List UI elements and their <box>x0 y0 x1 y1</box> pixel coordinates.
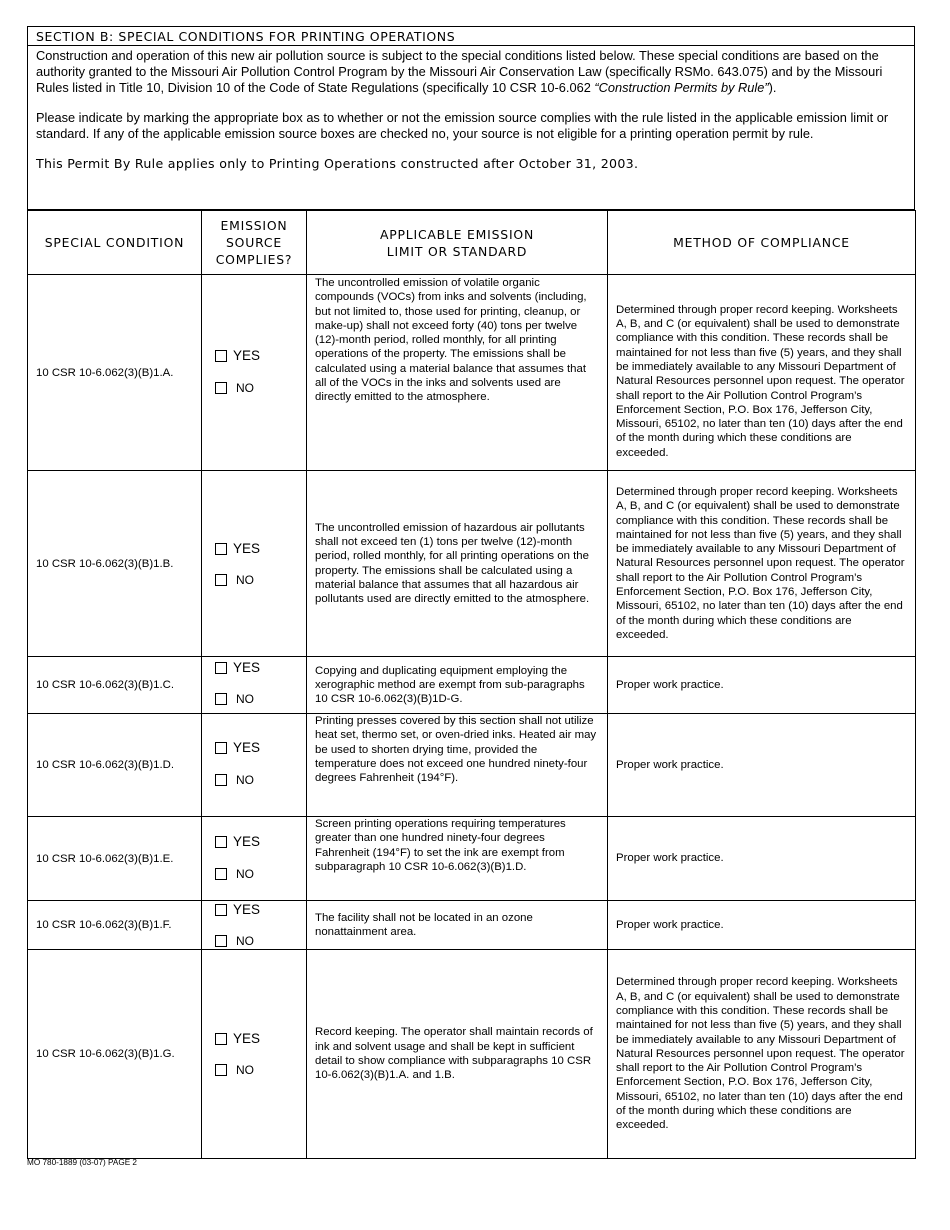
complies-cell <box>202 950 307 1159</box>
table-row <box>28 275 916 471</box>
rule-name: “Construction Permits by Rule” <box>594 80 769 95</box>
compliance-method-cell: Proper work practice. <box>608 901 916 950</box>
no-checkbox[interactable] <box>215 774 227 786</box>
table-row <box>28 714 916 817</box>
yes-checkbox[interactable] <box>215 350 227 362</box>
yes-checkbox[interactable] <box>215 904 227 916</box>
no-option[interactable]: NO <box>215 381 254 395</box>
no-option[interactable]: NO <box>215 934 254 948</box>
complies-cell <box>202 471 307 657</box>
emission-limit-cell: Printing presses covered by this section shall not utilize heat set, thermo set, or oven-dried inks. Heated air may be used to shorten drying time, provided the temperature does not exceed one hundred ninety-four degrees Fahrenheit (194°F). <box>307 714 608 817</box>
special-condition-cell: 10 CSR 10-6.062(3)(B)1.C. <box>28 657 202 714</box>
special-condition-cell: 10 CSR 10-6.062(3)(B)1.A. <box>28 275 202 471</box>
table-row <box>28 901 916 950</box>
complies-cell <box>202 714 307 817</box>
header-emission-source-complies: EMISSION SOURCE COMPLIES? <box>202 211 307 275</box>
special-conditions-form <box>27 26 915 1159</box>
complies-cell <box>202 817 307 901</box>
special-condition-cell: 10 CSR 10-6.062(3)(B)1.F. <box>28 901 202 950</box>
compliance-method-cell: Proper work practice. <box>608 657 916 714</box>
header-row <box>28 211 916 275</box>
section-title: SECTION B: SPECIAL CONDITIONS FOR PRINTING OPERATIONS <box>27 26 915 46</box>
table-row <box>28 657 916 714</box>
emission-limit-cell: Screen printing operations requiring temperatures greater than one hundred ninety-four degrees Fahrenheit (194°F) to set the ink are exempt from subparagraph 10 CSR 10-6.062(3)(B)1.D. <box>307 817 608 901</box>
yes-option[interactable]: YES <box>215 660 260 675</box>
emission-limit-cell: The uncontrolled emission of hazardous air pollutants shall not exceed ten (1) tons per twelve (12)-month period, rolled monthly, for all printing operations on the property. The emissions shall be calculated using a material balance that assumes that all hazardous air pollutants used are directly emitted to the atmosphere. <box>307 471 608 657</box>
compliance-method-cell: Determined through proper record keeping. Worksheets A, B, and C (or equivalent) shall be used to demonstrate compliance with this condition. These records shall be maintained for not less than five (5) years, and they shall be immediately available to any Missouri Department of Natural Resources personnel upon request. The operator shall report to the Air Pollution Control Program’s Enforcement Section, P.O. Box 176, Jefferson City, Missouri, 65102, no later than ten (10) days after the end of the month during which these conditions are exceeded. <box>608 950 916 1159</box>
special-condition-cell: 10 CSR 10-6.062(3)(B)1.G. <box>28 950 202 1159</box>
special-condition-cell: 10 CSR 10-6.062(3)(B)1.B. <box>28 471 202 657</box>
compliance-method-cell: Proper work practice. <box>608 714 916 817</box>
yes-checkbox[interactable] <box>215 836 227 848</box>
yes-checkbox[interactable] <box>215 1033 227 1045</box>
complies-cell <box>202 275 307 471</box>
compliance-method-cell: Determined through proper record keeping. Worksheets A, B, and C (or equivalent) shall be used to demonstrate compliance with this condition. These records shall be maintained for not less than five (5) years, and they shall be immediately available to any Missouri Department of Natural Resources personnel upon request. The operator shall report to the Air Pollution Control Program’s Enforcement Section, P.O. Box 176, Jefferson City, Missouri, 65102, no later than ten (10) days after the end of the month during which these conditions are exceeded. <box>608 275 916 471</box>
header-method-of-compliance: METHOD OF COMPLIANCE <box>608 211 916 275</box>
table-row <box>28 950 916 1159</box>
no-option[interactable]: NO <box>215 1063 254 1077</box>
no-checkbox[interactable] <box>215 1064 227 1076</box>
applies-statement: This Permit By Rule applies only to Printing Operations constructed after October 31, 2003. <box>36 156 639 171</box>
header-special-condition: SPECIAL CONDITION <box>28 211 202 275</box>
no-checkbox[interactable] <box>215 935 227 947</box>
special-condition-cell: 10 CSR 10-6.062(3)(B)1.D. <box>28 714 202 817</box>
compliance-method-cell: Determined through proper record keeping. Worksheets A, B, and C (or equivalent) shall be used to demonstrate compliance with this condition. These records shall be maintained for not less than five (5) years, and they shall be immediately available to any Missouri Department of Natural Resources personnel upon request. The operator shall report to the Air Pollution Control Program’s Enforcement Section, P.O. Box 176, Jefferson City, Missouri, 65102, no later than ten (10) days after the end of the month during which these conditions are exceeded. <box>608 471 916 657</box>
yes-checkbox[interactable] <box>215 543 227 555</box>
intro-block <box>27 46 915 210</box>
complies-cell <box>202 901 307 950</box>
table-row <box>28 817 916 901</box>
compliance-method-cell: Proper work practice. <box>608 817 916 901</box>
intro-paragraph-authority: Construction and operation of this new air pollution source is subject to the special conditions listed below. These special conditions are based on the authority granted to the Missouri Air Pollution Control Program by the Missouri Air Conservation Law (specifically RSMo. 643.075) and by the Missouri Rules listed in Title 10, Division 10 of the Code of State Regulations (specifically 10 CSR 10-6.062 “Construction Permits by Rule”). <box>36 48 883 95</box>
yes-option[interactable]: YES <box>215 740 260 755</box>
yes-option[interactable]: YES <box>215 1031 260 1046</box>
no-option[interactable]: NO <box>215 573 254 587</box>
yes-option[interactable]: YES <box>215 902 260 917</box>
conditions-table <box>27 210 916 1159</box>
yes-checkbox[interactable] <box>215 662 227 674</box>
no-option[interactable]: NO <box>215 867 254 881</box>
intro-paragraph-instructions: Please indicate by marking the appropriate box as to whether or not the emission source complies with the rule listed in the applicable emission limit or standard. If any of the applicable emission source boxes are checked no, your source is not eligible for a printing operation permit by rule. <box>36 110 889 141</box>
no-option[interactable]: NO <box>215 692 254 706</box>
no-option[interactable]: NO <box>215 773 254 787</box>
yes-option[interactable]: YES <box>215 541 260 556</box>
special-condition-cell: 10 CSR 10-6.062(3)(B)1.E. <box>28 817 202 901</box>
table-row <box>28 471 916 657</box>
emission-limit-cell: Copying and duplicating equipment employing the xerographic method are exempt from sub-paragraphs 10 CSR 10-6.062(3)(B)1D-G. <box>307 657 608 714</box>
header-applicable-limit: APPLICABLE EMISSION LIMIT OR STANDARD <box>307 211 608 275</box>
emission-limit-cell: The uncontrolled emission of volatile organic compounds (VOCs) from inks and solvents (including, but not limited to, those used for printing, cleanup, or make-up) shall not exceed forty (40) tons per twelve (12)-month period, rolled monthly, for all printing operations of the property. The emissions shall be calculated using a material balance that assumes that all of the VOCs in the inks and solvents used are directly emitted to the atmosphere. <box>307 275 608 471</box>
yes-option[interactable]: YES <box>215 348 260 363</box>
emission-limit-cell: The facility shall not be located in an ozone nonattainment area. <box>307 901 608 950</box>
yes-option[interactable]: YES <box>215 834 260 849</box>
complies-cell <box>202 657 307 714</box>
no-checkbox[interactable] <box>215 693 227 705</box>
emission-limit-cell: Record keeping. The operator shall maintain records of ink and solvent usage and shall be kept in sufficient detail to show compliance with subparagraphs 10 CSR 10-6.062(3)(B)1.A. and 1.B. <box>307 950 608 1159</box>
no-checkbox[interactable] <box>215 868 227 880</box>
no-checkbox[interactable] <box>215 382 227 394</box>
yes-checkbox[interactable] <box>215 742 227 754</box>
form-footer: MO 780-1889 (03-07) PAGE 2 <box>27 1158 137 1167</box>
no-checkbox[interactable] <box>215 574 227 586</box>
